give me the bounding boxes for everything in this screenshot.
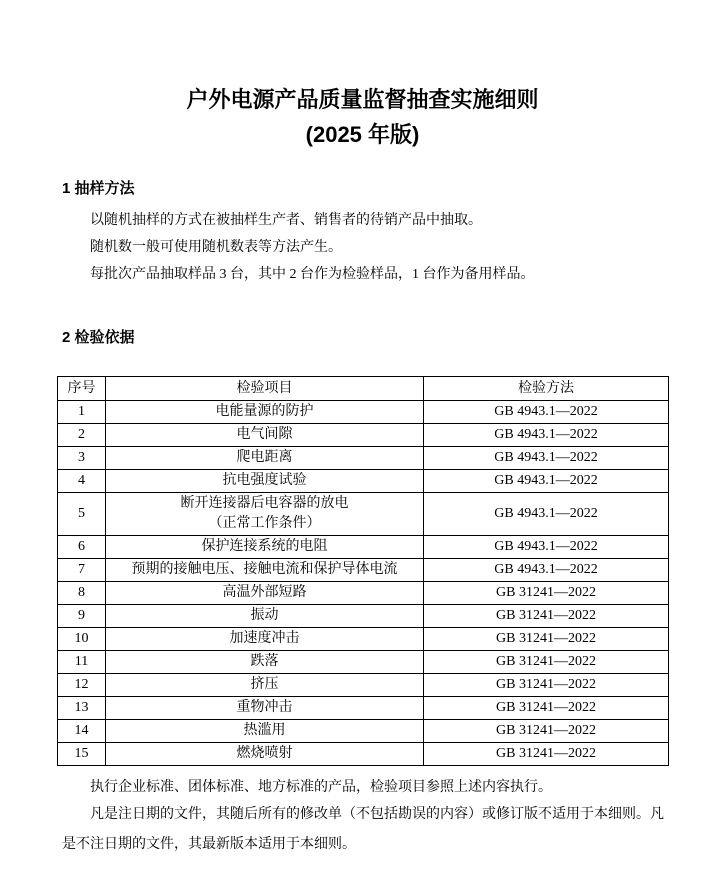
table-row: [58, 447, 669, 470]
inspection-method-cell: GB 31241—2022: [424, 651, 669, 674]
inspection-table: [57, 376, 669, 766]
inspection-method-cell: GB 4943.1—2022: [424, 401, 669, 424]
inspection-item-cell: 电能量源的防护: [106, 401, 424, 424]
inspection-item-cell: 热滥用: [106, 720, 424, 743]
table-row: [58, 424, 669, 447]
row-number: 15: [58, 743, 106, 766]
col-header-inspection-method: 检验方法: [424, 377, 669, 401]
table-row: [58, 582, 669, 605]
table-row: [58, 401, 669, 424]
inspection-method-cell: GB 4943.1—2022: [424, 447, 669, 470]
table-row: [58, 674, 669, 697]
inspection-item-cell: 保护连接系统的电阻: [106, 536, 424, 559]
inspection-item-cell: 加速度冲击: [106, 628, 424, 651]
inspection-method-cell: GB 31241—2022: [424, 674, 669, 697]
table-row: [58, 493, 669, 536]
col-header-inspection-item: 检验项目: [106, 377, 424, 401]
document-title: 户外电源产品质量监督抽查实施细则: [186, 87, 539, 112]
paragraph-closing-standards: 执行企业标准、团体标准、地方标准的产品，检验项目参照上述内容执行。: [90, 780, 552, 795]
table-row: [58, 536, 669, 559]
paragraph-sampling-3: 每批次产品抽取样品 3 台，其中 2 台作为检验样品，1 台作为备用样品。: [90, 267, 535, 282]
inspection-item-cell: 挤压: [106, 674, 424, 697]
table-header-row: [58, 377, 669, 401]
inspection-item-cell: 重物冲击: [106, 697, 424, 720]
section-heading-sampling-method: 1 抽样方法: [62, 180, 135, 197]
table-row: [58, 743, 669, 766]
row-number: 10: [58, 628, 106, 651]
table-row: [58, 470, 669, 493]
inspection-method-cell: GB 31241—2022: [424, 697, 669, 720]
inspection-method-cell: GB 4943.1—2022: [424, 470, 669, 493]
table-row: [58, 697, 669, 720]
row-number: 2: [58, 424, 106, 447]
inspection-item-cell: 振动: [106, 605, 424, 628]
table-row: [58, 605, 669, 628]
paragraph-sampling-2: 随机数一般可使用随机数表等方法产生。: [90, 240, 342, 255]
row-number: 9: [58, 605, 106, 628]
inspection-item-cell: 断开连接器后电容器的放电 （正常工作条件）: [106, 493, 424, 536]
inspection-method-cell: GB 4943.1—2022: [424, 559, 669, 582]
table-row: [58, 559, 669, 582]
paragraph-closing-dated-documents: 凡是注日期的文件，其随后所有的修改单（不包括勘误的内容）或修订版不适用于本细则。凡 是不注日期的文件，其最新版本适用于本细则。: [62, 807, 664, 852]
inspection-item-cell: 高温外部短路: [106, 582, 424, 605]
inspection-item-cell: 预期的接触电压、接触电流和保护导体电流: [106, 559, 424, 582]
inspection-item-cell: 燃烧喷射: [106, 743, 424, 766]
inspection-method-cell: GB 31241—2022: [424, 605, 669, 628]
inspection-method-cell: GB 31241—2022: [424, 720, 669, 743]
table-row: [58, 628, 669, 651]
table-row: [58, 720, 669, 743]
row-number: 1: [58, 401, 106, 424]
row-number: 3: [58, 447, 106, 470]
inspection-method-cell: GB 31241—2022: [424, 582, 669, 605]
row-number: 13: [58, 697, 106, 720]
inspection-method-cell: GB 4943.1—2022: [424, 536, 669, 559]
inspection-item-cell: 爬电距离: [106, 447, 424, 470]
row-number: 8: [58, 582, 106, 605]
inspection-method-cell: GB 31241—2022: [424, 743, 669, 766]
inspection-method-cell: GB 4943.1—2022: [424, 424, 669, 447]
table-row: [58, 651, 669, 674]
inspection-item-cell: 跌落: [106, 651, 424, 674]
row-number: 11: [58, 651, 106, 674]
paragraph-sampling-1: 以随机抽样的方式在被抽样生产者、销售者的待销产品中抽取。: [90, 213, 482, 228]
inspection-item-cell: 电气间隙: [106, 424, 424, 447]
row-number: 6: [58, 536, 106, 559]
section-heading-inspection-basis: 2 检验依据: [62, 329, 135, 346]
row-number: 7: [58, 559, 106, 582]
inspection-method-cell: GB 31241—2022: [424, 628, 669, 651]
inspection-item-cell: 抗电强度试验: [106, 470, 424, 493]
document-subtitle-year: (2025 年版): [305, 122, 420, 147]
row-number: 5: [58, 493, 106, 536]
inspection-method-cell: GB 4943.1—2022: [424, 493, 669, 536]
col-header-number: 序号: [58, 377, 106, 401]
row-number: 14: [58, 720, 106, 743]
row-number: 4: [58, 470, 106, 493]
row-number: 12: [58, 674, 106, 697]
inspection-table-body: [58, 401, 669, 766]
